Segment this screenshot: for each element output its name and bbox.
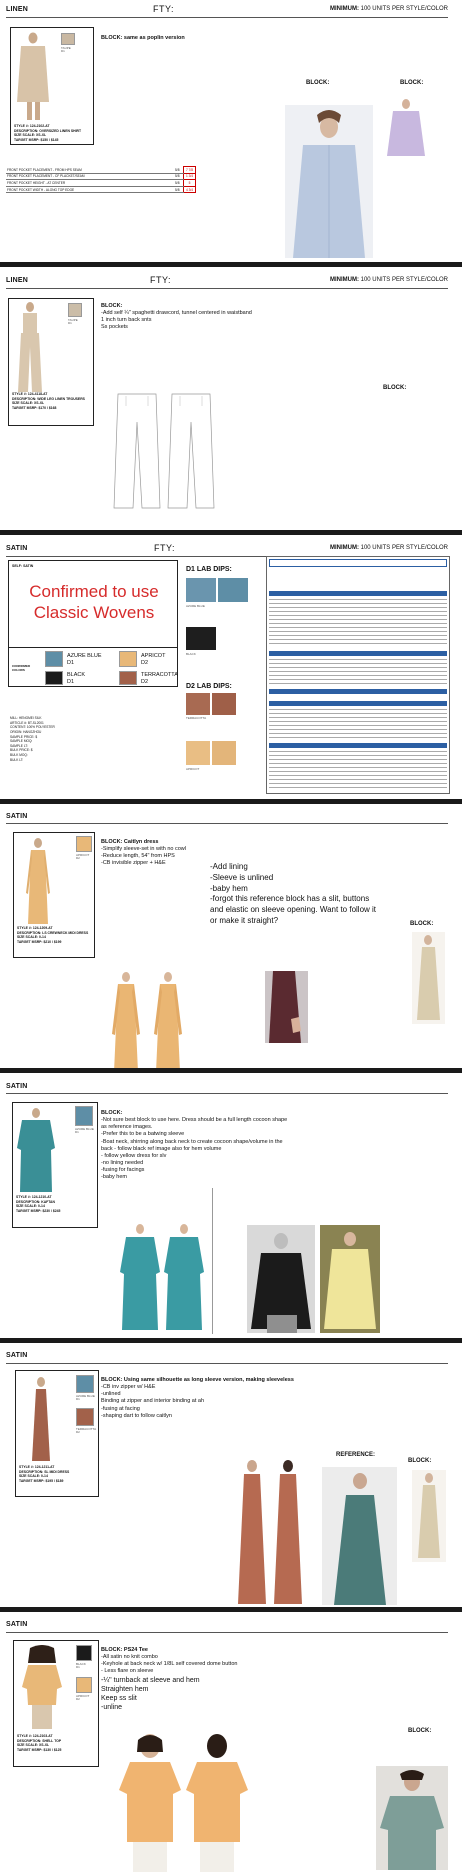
sleeve-detail-photo (265, 971, 308, 1043)
block-label: BLOCK: (408, 1458, 432, 1464)
fabric-swatch (68, 303, 82, 317)
minimum-label: MINIMUM: 100 UNITS PER STYLE/COLOR (329, 545, 448, 551)
lab-dip-chip (212, 693, 236, 715)
trousers-flat-sketch (108, 392, 218, 512)
style-meta: STYLE #: 124-1211-AT DESCRIPTION: SL MIDI DRESS SIZE SCALE: 0-14 TARGET MSRP: $195 / $189 (19, 1465, 70, 1483)
confirmed-note: Confirmed to use Classic Wovens (29, 582, 159, 623)
section-divider (0, 530, 462, 535)
section-divider (0, 799, 462, 804)
fabric-swatch (75, 1106, 93, 1126)
block-label: BLOCK: (400, 80, 424, 86)
minimum-label: MINIMUM: 100 UNITS PER STYLE/COLOR (329, 277, 448, 283)
shell-top-flat-sketch (115, 1732, 255, 1872)
trousers-figure-image (15, 302, 45, 394)
fabric-label: LINEN (6, 6, 28, 13)
section-divider (0, 1607, 462, 1612)
dress-figure-image (24, 838, 52, 930)
style-card: AZURE BLUE D1 STYLE #: 124-1210-AT DESCRIPTION: KAFTAN SIZE SCALE: 0-14 TARGET MSRP: $230 / $245 (12, 1102, 98, 1228)
lab-dip-chip (186, 627, 216, 650)
lab-dip-chip (186, 578, 216, 602)
dress-flat-sketch (106, 972, 188, 1080)
fabric-swatch (76, 1645, 92, 1661)
block-reference-photo (376, 1766, 448, 1870)
lab-dip-chip (212, 741, 236, 765)
fty-label: FTY: (153, 4, 175, 14)
fabric-swatch (76, 1375, 94, 1393)
block-title: BLOCK: same as poplin version (101, 35, 185, 41)
block-label: BLOCK: (383, 385, 407, 391)
fabric-swatch (76, 836, 92, 852)
lab-dip-chip (186, 693, 210, 715)
lab-dip-chip (218, 578, 248, 602)
section-divider (0, 1068, 462, 1073)
fabric-label: SATIN (6, 813, 28, 820)
fty-label: FTY: (154, 543, 176, 553)
block-reference-photo (412, 1470, 446, 1562)
fabric-swatch (76, 1408, 94, 1426)
style-meta: STYLE #: 124-2103-AT DESCRIPTION: SHELL TOP SIZE SCALE: XS-XL TARGET MSRP: $130 / $125 (17, 1734, 62, 1752)
green-reference-photo (322, 1467, 397, 1605)
block-notes: BLOCK: Caitlyn dress -Simplify sleeve-set in with no cowl -Reduce length, 54" from HPS -CB invisible zipper + H&E (101, 839, 186, 867)
fabric-notes: MILL: HENGMEI SILK ARTICLE #: BT-SL2001 CONTENT: 100% POLYESTER ORIGIN: HANGZHOU SAMPLE PRICE: $ SAMPLE MOQ: SAMPLE LT: BULK PRICE: $ BULK MOQ: BULK LT: (10, 716, 55, 762)
apricot-swatch (119, 651, 137, 667)
fabric-label: SATIN (6, 1621, 28, 1628)
style-card: APRICOT D2 STYLE #: 124-1209-AT DESCRIPTION: LS CREWNECK MIDI DRESS SIZE SCALE: 0-14 TARGET MSRP: $210 / $199 (13, 832, 95, 958)
fabric-label: SATIN (6, 1352, 28, 1359)
table-row: FRONT POCKET WIDTH - ALONG TOP EDGE 5/8 4 3/4 (6, 186, 196, 193)
black-reference-photo (247, 1225, 315, 1333)
block-notes: BLOCK: Using same silhouette as long sleeve version, making sleeveless -CB inv zipper w/ H&E -unlined Binding at zipper and interior binding at ah -fusing at facing -shaping dart to follow caitlyn (101, 1377, 294, 1419)
minimum-label: MINIMUM: 100 UNITS PER STYLE/COLOR (329, 6, 448, 12)
table-row: FRONT POCKET PLACEMENT - FROM HPS SEAM 5/8 7 7/8 (6, 167, 196, 174)
azure-blue-swatch (45, 651, 63, 667)
block-label: BLOCK: (408, 1728, 432, 1734)
black-swatch (45, 671, 63, 685)
style-card: BLACK D1 APRICOT D2 STYLE #: 124-2103-AT DESCRIPTION: SHELL TOP SIZE SCALE: XS-XL TARGET MSRP: $130 / $125 (13, 1640, 99, 1767)
kaftan-figure-image (16, 1108, 56, 1196)
table-row: FRONT POCKET HEIGHT - AT CENTER 5/8 5 (6, 180, 196, 187)
fabric-card: SELF: SATIN Confirmed to use Classic Wovens CONFIRMED COLORS AZURE BLUE D1 APRICOT D2 BLACK D1 TERRACOTTA D2 (8, 560, 178, 687)
style-card: TAUPE D1 STYLE #: 124-4118-AT DESCRIPTION: WIDE LEG LINEN TROUSERS SIZE SCALE: XS-XL TARGET MSRP: $170 / $168 (8, 298, 94, 426)
style-card: AZURE BLUE D1 TERRACOTTA D2 STYLE #: 124-1211-AT DESCRIPTION: SL MIDI DRESS SIZE SCALE: 0-14 TARGET MSRP: $195 / $189 (15, 1370, 99, 1497)
terracotta-swatch (119, 671, 137, 685)
top-figure-image (22, 1645, 62, 1731)
d2-lab-dips-title: D2 LAB DIPS: (186, 683, 232, 690)
fabric-swatch (61, 33, 75, 45)
d1-lab-dips-title: D1 LAB DIPS: (186, 566, 232, 573)
style-meta: STYLE #: 124-1209-AT DESCRIPTION: LS CREWNECK MIDI DRESS SIZE SCALE: 0-14 TARGET MSRP: $210 / $199 (17, 926, 89, 944)
sl-dress-figure-image (28, 1377, 54, 1465)
design-notes: -Add lining -Sleeve is unlined -baby hem -forgot this reference block has a slit, buttons and elastic on sleeve opening. Want to follow it or make it straight? (210, 862, 377, 925)
block-reference-photo (412, 932, 445, 1024)
style-meta: STYLE #: 124-1210-AT DESCRIPTION: KAFTAN SIZE SCALE: 0-14 TARGET MSRP: $230 / $245 (16, 1195, 61, 1213)
fabric-label: SATIN (6, 1083, 28, 1090)
reference-label: REFERENCE: (336, 1452, 376, 1458)
fabric-swatch (76, 1677, 92, 1693)
yellow-reference-photo (320, 1225, 380, 1333)
shirt-block-photo (383, 98, 429, 160)
block-notes: BLOCK: -Not sure best block to use here. Dress should be a full length cocoon shape as reference images. -Prefer this to be a batwing sleeve -Boat neck, shirring along back neck to create cocoon shape/volume in the back - follow black ref image also for hem volume - follow yellow dress for slv -no lining needed -fusing for facings -baby hem (101, 1110, 288, 1181)
fty-label: FTY: (150, 275, 172, 285)
table-row: FRONT POCKET PLACEMENT - CF PLACKET/SEAM 5/8 1 3/4 (6, 173, 196, 180)
style-meta: STYLE #: 124-4118-AT DESCRIPTION: WIDE LEG LINEN TROUSERS SIZE SCALE: XS-XL TARGET MSRP: $170 / $168 (12, 392, 85, 410)
block-notes: BLOCK: PS24 Tee -All satin no knit combo -Keyhole at back neck w/ 1/8L self covered dome button - Less flare on sleeve -¼" turnback at sleeve and hem Straighten hem Keep ss slit -unline (101, 1647, 238, 1711)
block-notes: BLOCK: -Add self ¼" spaghetti drawcord, tunnel centered in waistband 1 inch turn back snts Ss pockets (101, 303, 252, 331)
block-label: BLOCK: (410, 921, 434, 927)
section-divider (0, 262, 462, 267)
fabric-label: SATIN (6, 545, 28, 552)
shirt-reference-photo (285, 105, 373, 258)
sl-dress-flat-sketch (236, 1460, 306, 1610)
shirt-figure-image (15, 32, 51, 124)
lab-dip-chip (186, 741, 210, 765)
style-card: TAUPE D1 STYLE #: 124-2102-AT DESCRIPTION: OVERSIZED LINEN SHIRT SIZE SCALE: XS-XL TARGET MSRP: $150 / $145 (10, 27, 94, 145)
style-meta: STYLE #: 124-2102-AT DESCRIPTION: OVERSIZED LINEN SHIRT SIZE SCALE: XS-XL TARGET MSRP: $150 / $145 (14, 124, 82, 142)
fabric-label: LINEN (6, 277, 28, 284)
fabric-spec-sheet (266, 556, 450, 794)
block-label: BLOCK: (306, 80, 330, 86)
kaftan-flat-sketch (118, 1224, 208, 1336)
pom-table (6, 166, 196, 193)
section-divider (0, 1338, 462, 1343)
